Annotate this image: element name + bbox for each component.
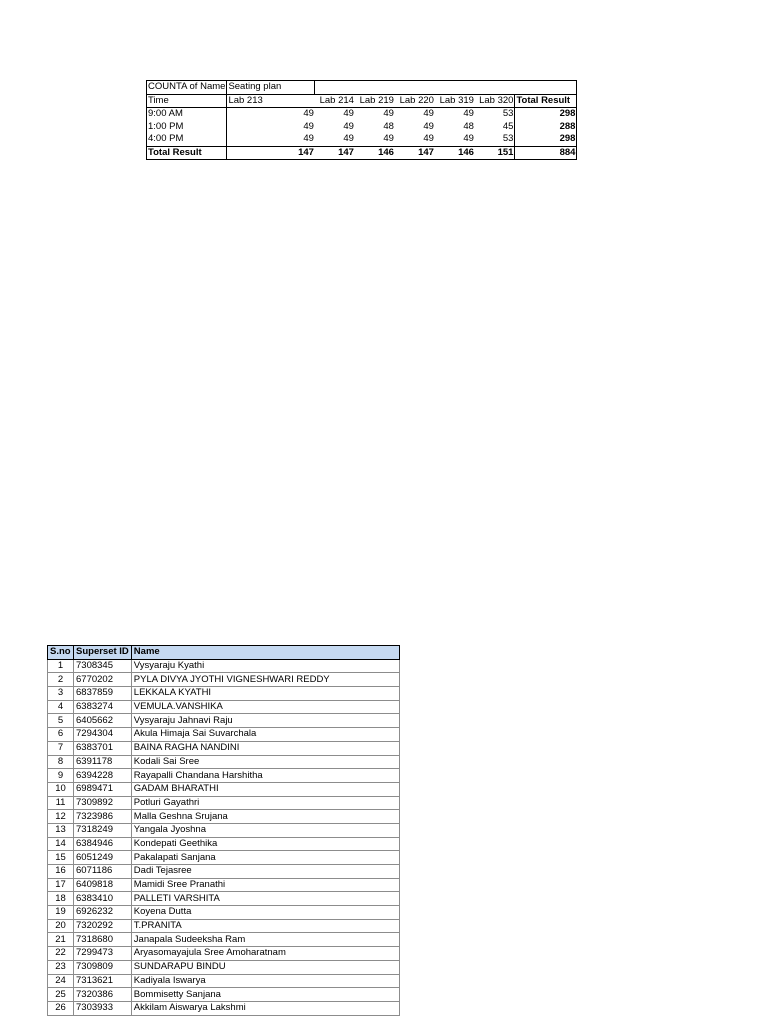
name-cell[interactable]: SUNDARAPU BINDU xyxy=(131,960,399,974)
pivot-row-total[interactable]: 288 xyxy=(515,121,577,134)
pivot-cell[interactable]: 48 xyxy=(383,120,394,132)
pivot-cell[interactable]: 48 xyxy=(463,120,474,132)
student-list-table xyxy=(47,645,400,1016)
sno-cell[interactable]: 21 xyxy=(48,933,74,947)
name-header[interactable]: Name xyxy=(131,646,399,660)
table-row xyxy=(48,865,400,879)
name-cell[interactable]: BAINA RAGHA NANDINI xyxy=(131,741,399,755)
sno-cell[interactable]: 1 xyxy=(48,659,74,673)
superset-id-cell[interactable]: 7323986 xyxy=(74,810,132,824)
name-cell[interactable]: Yangala Jyoshna xyxy=(131,823,399,837)
name-cell[interactable]: Janapala Sudeeksha Ram xyxy=(131,933,399,947)
table-row xyxy=(48,796,400,810)
pivot-cell[interactable]: 49 xyxy=(423,120,434,132)
table-row xyxy=(48,714,400,728)
pivot-cell[interactable]: 49 xyxy=(383,108,394,120)
name-cell[interactable]: Rayapalli Chandana Harshitha xyxy=(131,769,399,783)
sno-cell[interactable]: 17 xyxy=(48,878,74,892)
table-row xyxy=(48,960,400,974)
name-cell[interactable]: GADAM BHARATHI xyxy=(131,782,399,796)
sno-cell[interactable]: 15 xyxy=(48,851,74,865)
pivot-cell[interactable]: 49 xyxy=(343,133,354,145)
table-row xyxy=(48,782,400,796)
name-cell[interactable]: Vysyaraju Kyathi xyxy=(131,659,399,673)
pivot-cell[interactable]: 49 xyxy=(303,120,314,132)
pivot-grand-label[interactable]: Total Result xyxy=(147,146,227,160)
name-cell[interactable]: Malla Geshna Srujana xyxy=(131,810,399,824)
superset-id-cell[interactable]: 6409818 xyxy=(74,878,132,892)
sno-cell[interactable]: 4 xyxy=(48,700,74,714)
pivot-col-header[interactable]: Lab 214 xyxy=(315,94,355,108)
superset-id-cell[interactable]: 7303933 xyxy=(74,1001,132,1015)
name-cell[interactable]: PALLETI VARSHITA xyxy=(131,892,399,906)
sno-cell[interactable]: 14 xyxy=(48,837,74,851)
superset-id-header[interactable]: Superset ID xyxy=(74,646,132,660)
table-row xyxy=(48,947,400,961)
sno-cell[interactable]: 10 xyxy=(48,782,74,796)
superset-id-cell[interactable]: 6405662 xyxy=(74,714,132,728)
name-cell[interactable]: Potluri Gayathri xyxy=(131,796,399,810)
pivot-cell[interactable]: 53 xyxy=(502,133,514,145)
student-list-header xyxy=(48,646,400,660)
sno-cell[interactable]: 19 xyxy=(48,906,74,920)
name-cell[interactable]: Dadi Tejasree xyxy=(131,865,399,879)
pivot-total-header[interactable]: Total Result xyxy=(515,94,577,108)
pivot-grand-cell[interactable]: 151 xyxy=(475,146,515,160)
pivot-table xyxy=(146,80,577,160)
superset-id-cell[interactable]: 6989471 xyxy=(74,782,132,796)
superset-id-cell[interactable]: 6383274 xyxy=(74,700,132,714)
superset-id-cell[interactable]: 7294304 xyxy=(74,728,132,742)
pivot-cell[interactable]: 49 xyxy=(423,108,434,120)
name-cell[interactable]: Bommisetty Sanjana xyxy=(131,988,399,1002)
sno-cell[interactable]: 25 xyxy=(48,988,74,1002)
table-row xyxy=(48,892,400,906)
sno-cell[interactable]: 11 xyxy=(48,796,74,810)
name-cell[interactable]: Vysyaraju Jahnavi Raju xyxy=(131,714,399,728)
name-cell[interactable]: Kondepati Geethika xyxy=(131,837,399,851)
pivot-col-header[interactable]: Lab 220 xyxy=(395,94,435,108)
table-row xyxy=(48,919,400,933)
sno-cell[interactable]: 2 xyxy=(48,673,74,687)
pivot-grand-cell[interactable]: 147 xyxy=(315,146,355,160)
table-row xyxy=(48,810,400,824)
pivot-row-time[interactable]: 9:00 AM xyxy=(147,108,227,121)
superset-id-cell[interactable]: 7313621 xyxy=(74,974,132,988)
pivot-col-header[interactable]: Lab 320 xyxy=(475,94,515,108)
superset-id-cell[interactable]: 6383410 xyxy=(74,892,132,906)
pivot-cell[interactable]: 49 xyxy=(423,133,434,145)
name-cell[interactable]: PYLA DIVYA JYOTHI VIGNESHWARI REDDY xyxy=(131,673,399,687)
name-cell[interactable]: Pakalapati Sanjana xyxy=(131,851,399,865)
pivot-grand-total[interactable]: 884 xyxy=(515,146,577,160)
pivot-col-header[interactable]: Lab 213 xyxy=(227,94,315,108)
superset-id-cell[interactable]: 7308345 xyxy=(74,659,132,673)
pivot-header-blank[interactable] xyxy=(315,81,577,95)
table-row xyxy=(48,988,400,1002)
pivot-cell[interactable]: 49 xyxy=(383,133,394,145)
pivot-grand-cell[interactable]: 146 xyxy=(355,146,395,160)
superset-id-cell[interactable]: 6926232 xyxy=(74,906,132,920)
superset-id-cell[interactable]: 6770202 xyxy=(74,673,132,687)
sno-cell[interactable]: 9 xyxy=(48,769,74,783)
pivot-grand-cell[interactable]: 147 xyxy=(227,146,315,160)
table-row xyxy=(48,837,400,851)
superset-id-cell[interactable]: 7320292 xyxy=(74,919,132,933)
table-row xyxy=(48,906,400,920)
pivot-row-time[interactable]: 1:00 PM xyxy=(147,121,227,134)
sno-header[interactable]: S.no xyxy=(48,646,74,660)
name-cell[interactable]: T.PRANITA xyxy=(131,919,399,933)
superset-id-cell[interactable]: 6837859 xyxy=(74,687,132,701)
name-cell[interactable]: VEMULA.VANSHIKA xyxy=(131,700,399,714)
table-row xyxy=(48,974,400,988)
superset-id-cell[interactable]: 6051249 xyxy=(74,851,132,865)
table-row xyxy=(48,878,400,892)
sno-cell[interactable]: 24 xyxy=(48,974,74,988)
pivot-row-field-label[interactable]: Time xyxy=(147,94,227,108)
table-row xyxy=(48,1001,400,1015)
name-cell[interactable]: Aryasomayajula Sree Amoharatnam xyxy=(131,947,399,961)
sno-cell[interactable]: 12 xyxy=(48,810,74,824)
sno-cell[interactable]: 16 xyxy=(48,865,74,879)
superset-id-cell[interactable]: 7309892 xyxy=(74,796,132,810)
table-row xyxy=(48,673,400,687)
pivot-cell[interactable]: 49 xyxy=(463,108,474,120)
superset-id-cell[interactable]: 7318249 xyxy=(74,823,132,837)
superset-id-cell[interactable]: 7320386 xyxy=(74,988,132,1002)
pivot-row-total[interactable]: 298 xyxy=(515,133,577,146)
pivot-col-header[interactable]: Lab 319 xyxy=(435,94,475,108)
table-row xyxy=(48,933,400,947)
pivot-col-header[interactable]: Lab 219 xyxy=(355,94,395,108)
name-cell[interactable]: Mamidi Sree Pranathi xyxy=(131,878,399,892)
table-row xyxy=(48,741,400,755)
sno-cell[interactable]: 20 xyxy=(48,919,74,933)
pivot-corner-label[interactable]: COUNTA of Name xyxy=(148,81,226,93)
superset-id-cell[interactable]: 7299473 xyxy=(74,947,132,961)
name-cell[interactable]: Kadiyala Iswarya xyxy=(131,974,399,988)
pivot-cell[interactable]: 49 xyxy=(303,133,314,145)
superset-id-cell[interactable]: 6383701 xyxy=(74,741,132,755)
pivot-cell[interactable]: 49 xyxy=(343,108,354,120)
name-cell[interactable]: Akkilam Aiswarya Lakshmi xyxy=(131,1001,399,1015)
name-cell[interactable]: LEKKALA KYATHI xyxy=(131,687,399,701)
superset-id-cell[interactable]: 7318680 xyxy=(74,933,132,947)
pivot-row-total[interactable]: 298 xyxy=(515,108,577,121)
pivot-cell[interactable]: 49 xyxy=(343,120,354,132)
table-row xyxy=(48,687,400,701)
table-row xyxy=(48,728,400,742)
sno-cell[interactable]: 26 xyxy=(48,1001,74,1015)
sno-cell[interactable]: 18 xyxy=(48,892,74,906)
table-row xyxy=(48,823,400,837)
sno-cell[interactable]: 5 xyxy=(48,714,74,728)
pivot-cell[interactable]: 53 xyxy=(502,108,514,120)
pivot-grand-cell[interactable]: 147 xyxy=(395,146,435,160)
pivot-row-time[interactable]: 4:00 PM xyxy=(147,133,227,146)
sno-cell[interactable]: 23 xyxy=(48,960,74,974)
superset-id-cell[interactable]: 6394228 xyxy=(74,769,132,783)
superset-id-cell[interactable]: 6391178 xyxy=(74,755,132,769)
sno-cell[interactable]: 8 xyxy=(48,755,74,769)
pivot-grand-cell[interactable]: 146 xyxy=(435,146,475,160)
superset-id-cell[interactable]: 7309809 xyxy=(74,960,132,974)
name-cell[interactable]: Koyena Dutta xyxy=(131,906,399,920)
pivot-cell[interactable]: 45 xyxy=(502,120,514,132)
pivot-cell[interactable]: 49 xyxy=(463,133,474,145)
superset-id-cell[interactable]: 6384946 xyxy=(74,837,132,851)
table-row xyxy=(48,851,400,865)
name-cell[interactable]: Akula Himaja Sai Suvarchala xyxy=(131,728,399,742)
table-row xyxy=(48,755,400,769)
table-row xyxy=(48,700,400,714)
pivot-column-field-label[interactable]: Seating plan xyxy=(227,81,315,95)
sno-cell[interactable]: 22 xyxy=(48,947,74,961)
superset-id-cell[interactable]: 6071186 xyxy=(74,865,132,879)
sno-cell[interactable]: 6 xyxy=(48,728,74,742)
table-row xyxy=(48,659,400,673)
table-row xyxy=(48,769,400,783)
name-cell[interactable]: Kodali Sai Sree xyxy=(131,755,399,769)
sno-cell[interactable]: 7 xyxy=(48,741,74,755)
pivot-cell[interactable]: 49 xyxy=(303,108,314,120)
sno-cell[interactable]: 3 xyxy=(48,687,74,701)
sno-cell[interactable]: 13 xyxy=(48,823,74,837)
